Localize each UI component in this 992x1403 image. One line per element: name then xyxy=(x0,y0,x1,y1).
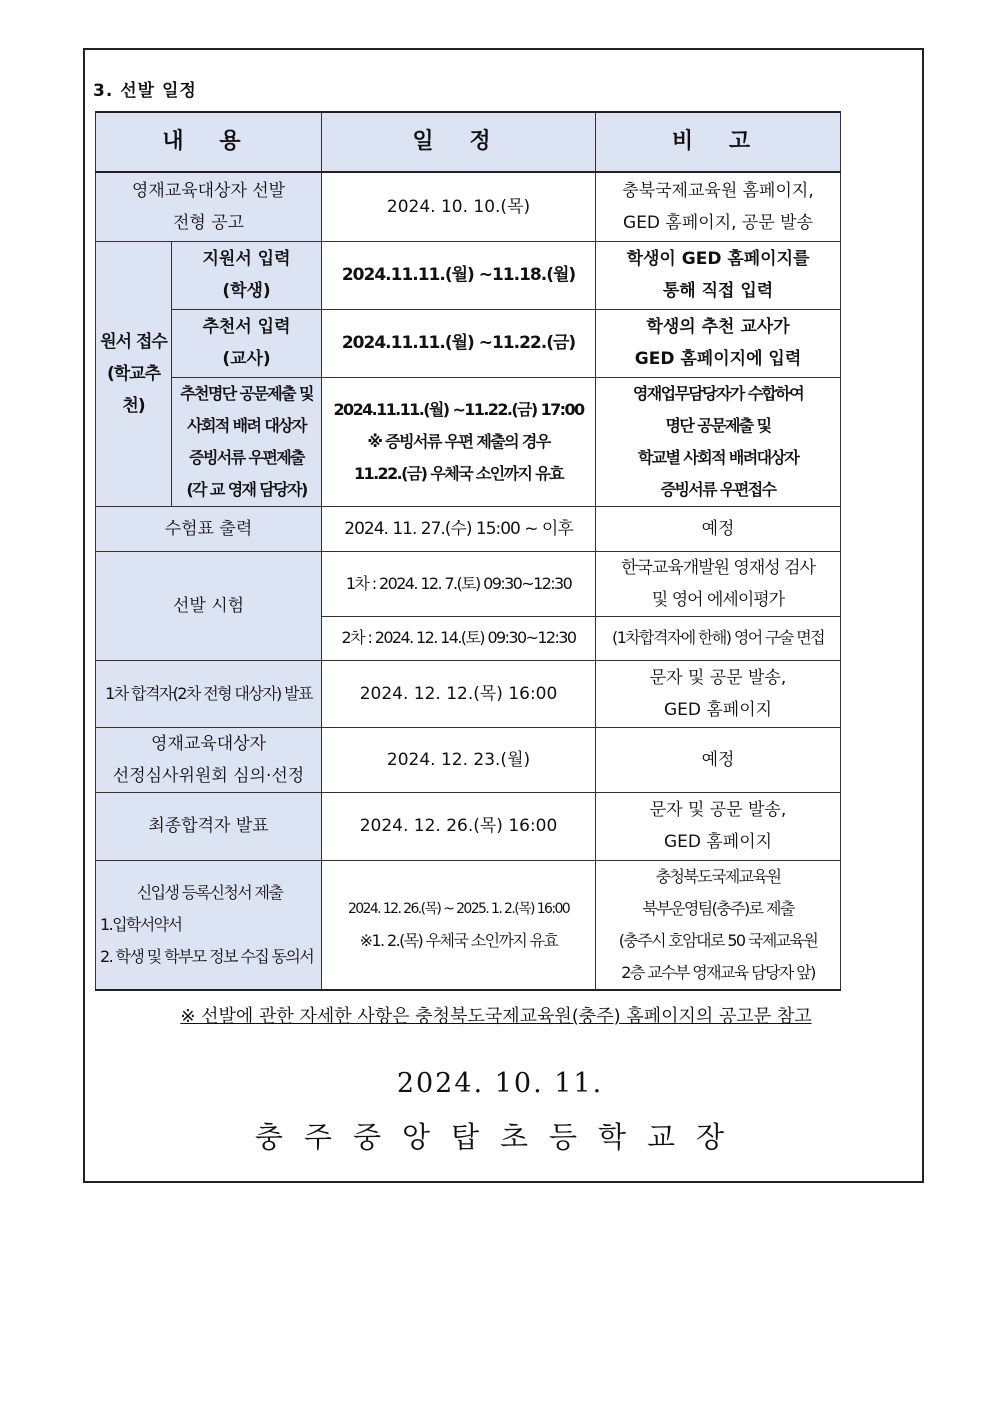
date-cell: 2024. 12. 26.(목) ~ 2025. 1. 2.(목) 16:00 ※1. 2.(목) 우체국 소인까지 유효 xyxy=(322,860,596,990)
header-remarks: 비 고 xyxy=(596,112,841,172)
signer-name: 충주중앙탑초등학교장 xyxy=(254,1120,746,1154)
header-content: 내 용 xyxy=(96,112,322,172)
date-cell: 1차 : 2024. 12. 7.(토) 09:30~12:30 xyxy=(322,551,596,616)
table-row xyxy=(96,241,841,309)
item-cell: 지원서 입력 (학생) xyxy=(172,241,322,309)
table-row xyxy=(96,551,841,616)
item-cell: 수험표 출력 xyxy=(96,506,322,551)
note-cell: 문자 및 공문 발송, GED 홈페이지 xyxy=(596,660,841,727)
note-cell: 충북국제교육원 홈페이지, GED 홈페이지, 공문 발송 xyxy=(596,172,841,241)
table-row xyxy=(96,172,841,241)
note-cell: 문자 및 공문 발송, GED 홈페이지 xyxy=(596,792,841,860)
date-cell: 2024. 10. 10.(목) xyxy=(322,172,596,241)
date-cell: 2024.11.11.(월) ~11.22.(금) 17:00 ※ 증빙서류 우편 제출의 경우 11.22.(금) 우체국 소인까지 유효 xyxy=(322,377,596,506)
item-cell: 추천명단 공문제출 및 사회적 배려 대상자 증빙서류 우편제출 (각 교 영재 담당자) xyxy=(172,377,322,506)
date-cell: 2024.11.11.(월) ~11.18.(월) xyxy=(322,241,596,309)
application-group-cell: 원서 접수 (학교추천) xyxy=(96,241,172,506)
table-row xyxy=(96,792,841,860)
item-cell: 신입생 등록신청서 제출 1.입학서약서 2. 학생 및 학부모 정보 수집 동의서 xyxy=(96,860,322,990)
note-cell: 한국교육개발원 영재성 검사 및 영어 에세이평가 xyxy=(596,551,841,616)
schedule-table xyxy=(95,111,841,991)
item-cell: 추천서 입력 (교사) xyxy=(172,309,322,377)
note-cell: 예정 xyxy=(596,727,841,792)
date-cell: 2024. 12. 26.(목) 16:00 xyxy=(322,792,596,860)
section-title: 3. 선발 일정 xyxy=(93,81,197,101)
note-cell: (1차합격자에 한해) 영어 구술 면접 xyxy=(596,616,841,660)
date-cell: 2024.11.11.(월) ~11.22.(금) xyxy=(322,309,596,377)
item-cell: 1차 합격자(2차 전형 대상자) 발표 xyxy=(96,660,322,727)
table-row xyxy=(96,506,841,551)
table-row xyxy=(96,377,841,506)
item-cell: 최종합격자 발표 xyxy=(96,792,322,860)
table-row xyxy=(96,660,841,727)
table-row xyxy=(96,309,841,377)
date-cell: 2차 : 2024. 12. 14.(토) 09:30~12:30 xyxy=(322,616,596,660)
note-cell: 예정 xyxy=(596,506,841,551)
note-cell: 학생이 GED 홈페이지를 통해 직접 입력 xyxy=(596,241,841,309)
issue-date: 2024. 10. 11. xyxy=(396,1068,604,1099)
table-row xyxy=(96,860,841,990)
item-cell: 선발 시험 xyxy=(96,551,322,660)
header-schedule: 일 정 xyxy=(322,112,596,172)
table-header-row xyxy=(96,112,841,172)
item-cell: 영재교육대상자 선발 전형 공고 xyxy=(96,172,322,241)
table-row xyxy=(96,727,841,792)
date-cell: 2024. 12. 12.(목) 16:00 xyxy=(322,660,596,727)
date-cell: 2024. 11. 27.(수) 15:00 ~ 이후 xyxy=(322,506,596,551)
item-cell: 영재교육대상자 선정심사위원회 심의·선정 xyxy=(96,727,322,792)
note-cell: 영재업무담당자가 수합하여 명단 공문제출 및 학교별 사회적 배려대상자 증빙서류 우편접수 xyxy=(596,377,841,506)
note-cell: 학생의 추천 교사가 GED 홈페이지에 입력 xyxy=(596,309,841,377)
footer-note: ※ 선발에 관한 자세한 사항은 충청북도국제교육원(충주) 홈페이지의 공고문 참고 xyxy=(180,1006,812,1027)
date-cell: 2024. 12. 23.(월) xyxy=(322,727,596,792)
note-cell: 충청북도국제교육원 북부운영팀(충주)로 제출 (충주시 호암대로 50 국제교육원 2층 교수부 영재교육 담당자 앞) xyxy=(596,860,841,990)
